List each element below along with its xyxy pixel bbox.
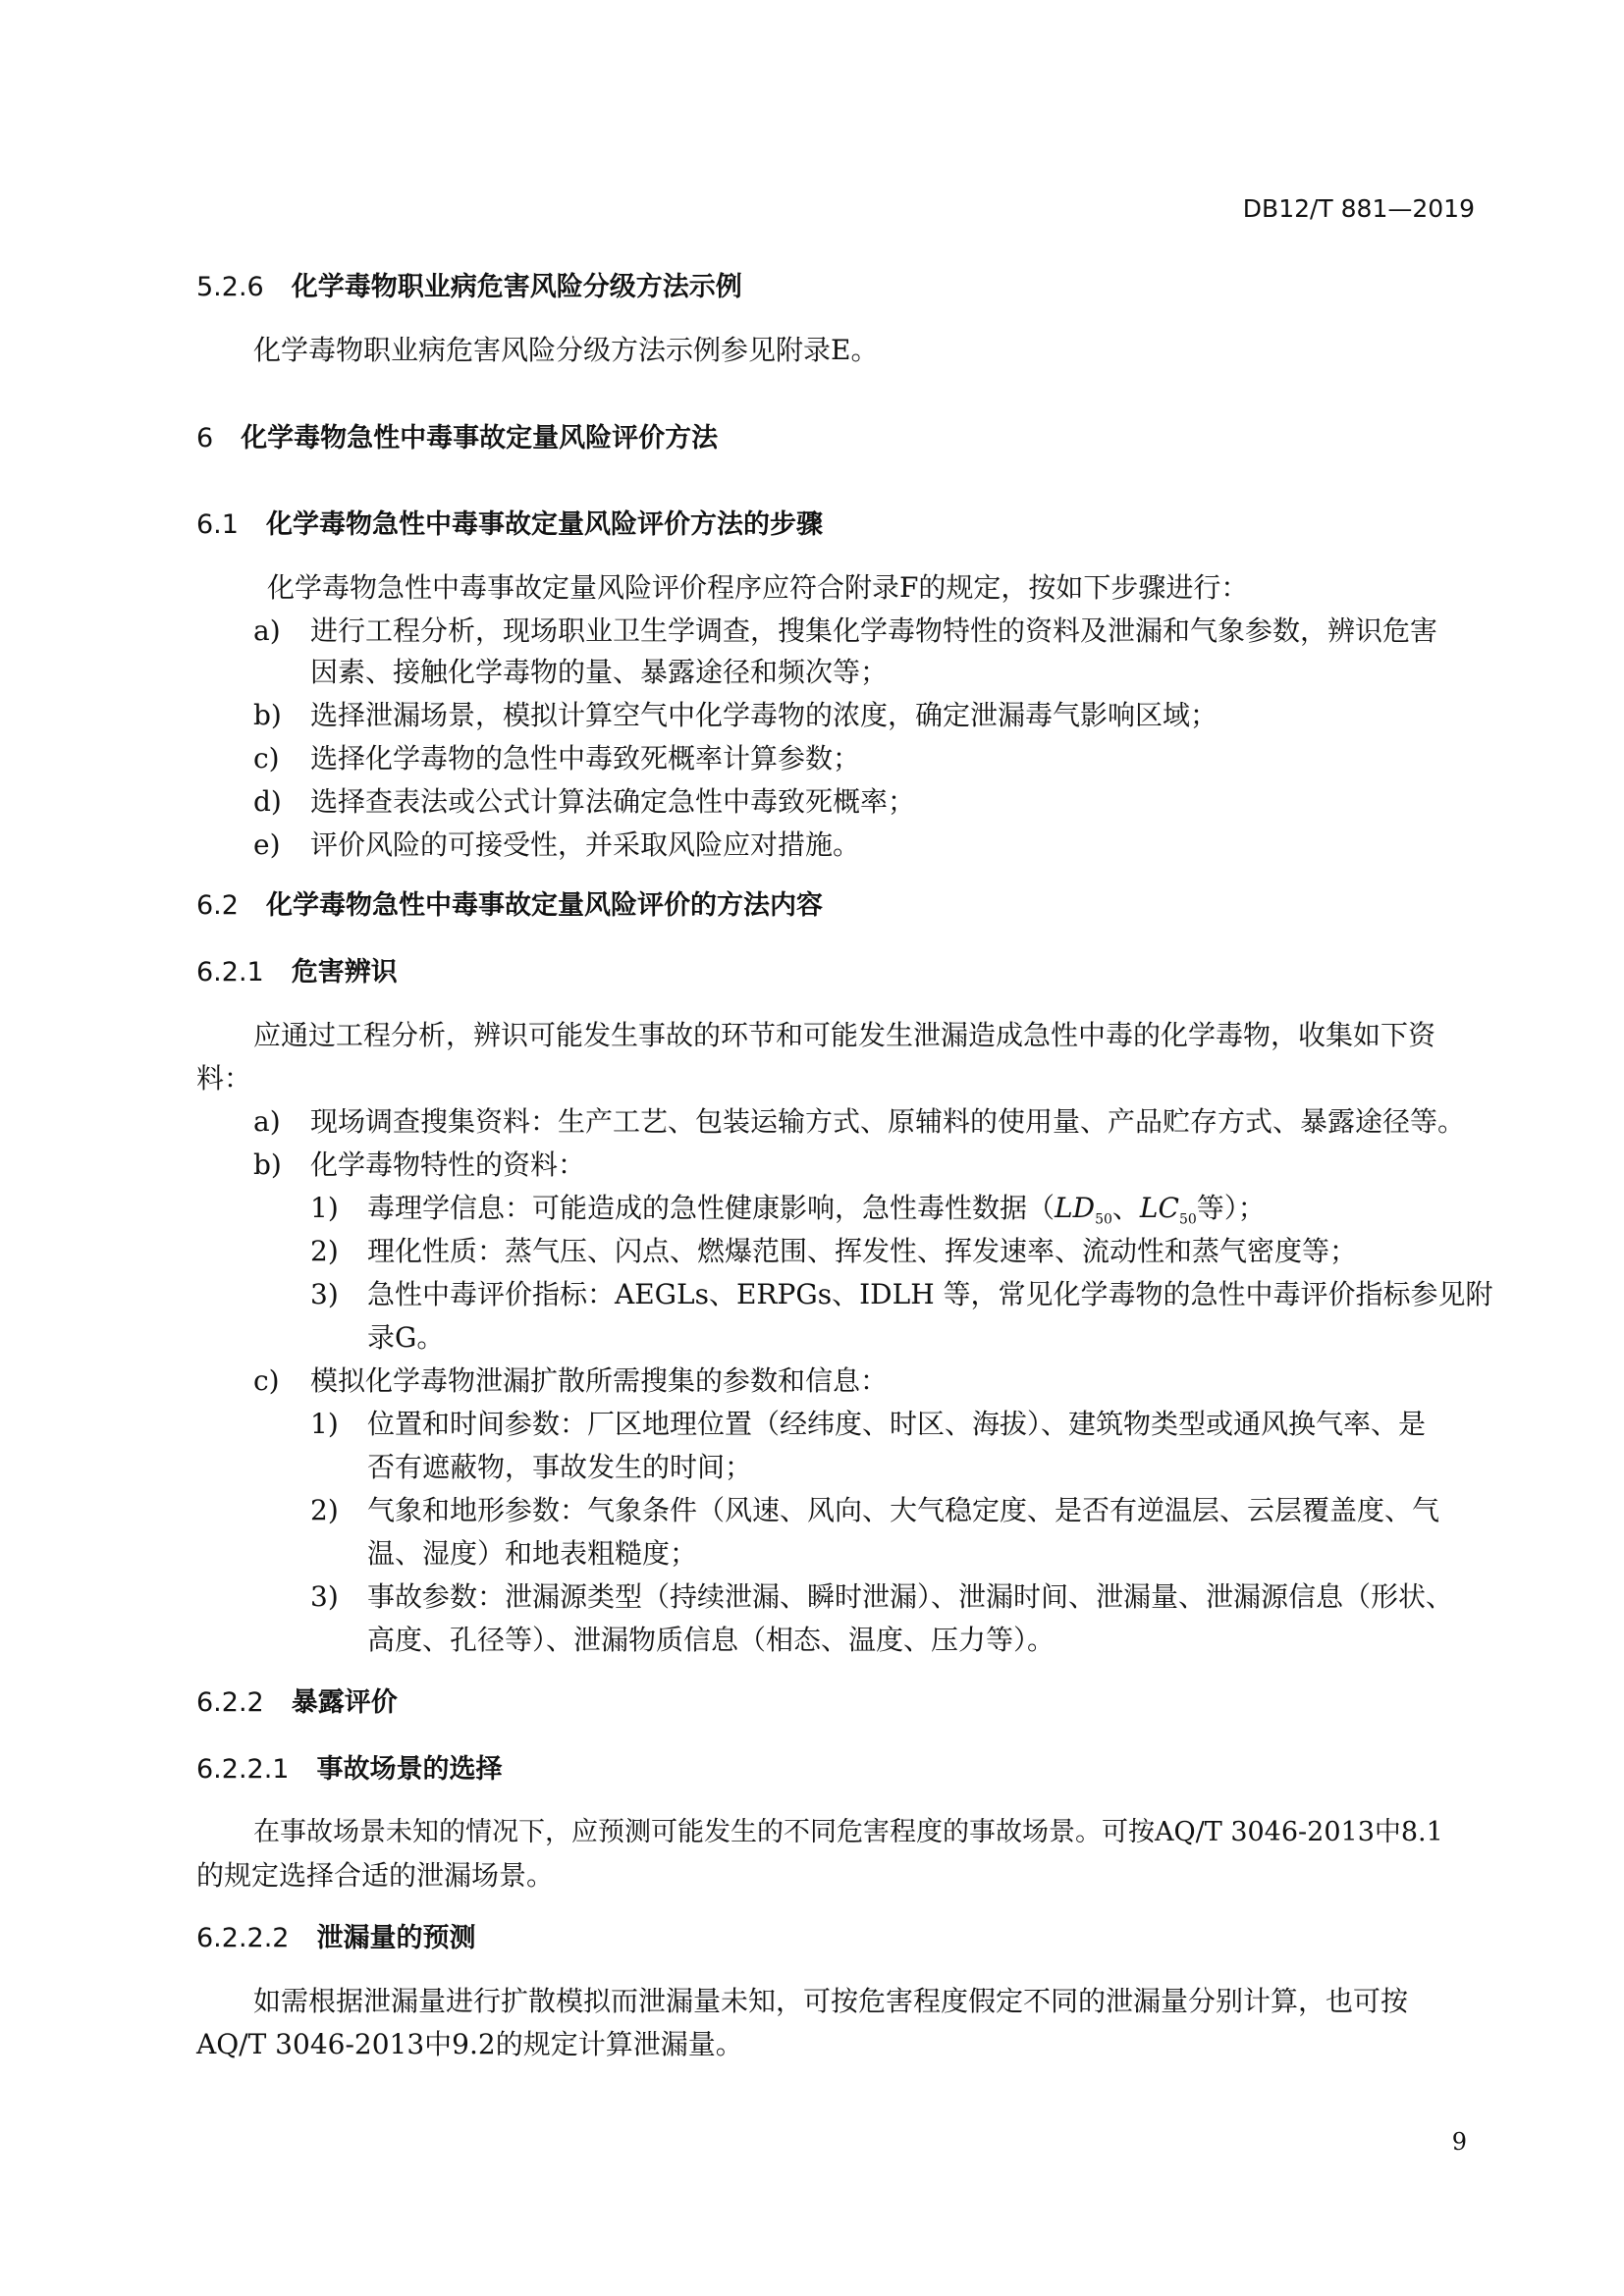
- sub-list-label: 1): [310, 1408, 339, 1440]
- list-label: d): [253, 785, 282, 818]
- ld-symbol: LD: [1055, 1192, 1096, 1224]
- lc-symbol: LC: [1139, 1192, 1179, 1224]
- sub-list-item: [310, 1408, 1426, 1441]
- sub-list-text: 毒理学信息：可能造成的急性健康影响，急性毒性数据（: [367, 1192, 1056, 1224]
- list-label: c): [253, 742, 280, 774]
- heading-6-2-2-2: [196, 1922, 475, 1955]
- section-title: 事故场景的选择: [316, 1754, 503, 1785]
- list-text: 选择泄漏场景，模拟计算空气中化学毒物的浓度，确定泄漏毒气影响区域；: [310, 699, 1218, 731]
- list-text: 选择查表法或公式计算法确定急性中毒致死概率；: [310, 785, 916, 818]
- heading-6-2: [196, 889, 823, 923]
- paragraph: 如需根据泄漏量进行扩散模拟而泄漏量未知，可按危害程度假定不同的泄漏量分别计算，也可按: [253, 1985, 1409, 2017]
- section-number: 6.2.2.2: [196, 1923, 290, 1953]
- section-number: 6: [196, 423, 214, 454]
- list-label: a): [253, 1105, 281, 1138]
- section-title: 暴露评价: [291, 1687, 398, 1718]
- section-number: 6.1: [196, 509, 239, 540]
- heading-5-2-6: [196, 271, 742, 304]
- sub-list-text: 急性中毒评价指标：AEGLs、ERPGs、IDLH 等，常见化学毒物的急性中毒评价指标参见附: [367, 1278, 1493, 1310]
- list-text: 化学毒物特性的资料：: [310, 1148, 586, 1181]
- sub-list-label: 3): [310, 1580, 339, 1613]
- section-title: 化学毒物急性中毒事故定量风险评价方法: [241, 423, 719, 454]
- lc-subscript: 50: [1178, 1211, 1197, 1228]
- paragraph-continued: 的规定选择合适的泄漏场景。: [196, 1859, 555, 1892]
- heading-6: [196, 422, 718, 455]
- list-item: [253, 1105, 1465, 1139]
- sub-list-item: [310, 1192, 1266, 1237]
- paragraph-continued: 料：: [196, 1062, 252, 1095]
- sub-list-label: 2): [310, 1235, 339, 1267]
- sub-list-text-continued: 温、湿度）和地表粗糙度；: [367, 1537, 698, 1570]
- section-number: 6.2.2.1: [196, 1754, 290, 1785]
- list-item: [253, 614, 1437, 648]
- section-number: 5.2.6: [196, 272, 264, 302]
- list-text-continued: 因素、接触化学毒物的量、暴露途径和频次等；: [310, 656, 889, 688]
- sub-list-text-end: 等）；: [1196, 1192, 1266, 1224]
- list-text: 现场调查搜集资料：生产工艺、包装运输方式、原辅料的使用量、产品贮存方式、暴露途径等。: [310, 1105, 1466, 1138]
- paragraph: 应通过工程分析，辨识可能发生事故的环节和可能发生泄漏造成急性中毒的化学毒物，收集如下资: [253, 1019, 1436, 1051]
- section-title: 泄漏量的预测: [316, 1923, 476, 1953]
- sub-list-label: 2): [310, 1494, 339, 1526]
- section-number: 6.2.1: [196, 957, 264, 988]
- list-text: 模拟化学毒物泄漏扩散所需搜集的参数和信息：: [310, 1364, 889, 1397]
- paragraph: 化学毒物职业病危害风险分级方法示例参见附录E。: [253, 334, 879, 366]
- list-item: [253, 1148, 585, 1182]
- sub-list-text: 位置和时间参数：厂区地理位置（经纬度、时区、海拔）、建筑物类型或通风换气率、是: [367, 1408, 1427, 1440]
- list-text: 评价风险的可接受性，并采取风险应对措施。: [310, 828, 861, 861]
- list-label: e): [253, 828, 281, 861]
- list-item: [253, 785, 915, 819]
- standard-number: DB12/T 881—2019: [1242, 194, 1475, 223]
- list-label: c): [253, 1364, 280, 1397]
- sub-list-text-continued: 否有遮蔽物，事故发生的时间；: [367, 1451, 753, 1483]
- list-item: [253, 699, 1218, 732]
- list-text: 选择化学毒物的急性中毒致死概率计算参数；: [310, 742, 861, 774]
- list-item: [253, 1364, 888, 1398]
- sub-list-text: 事故参数：泄漏源类型（持续泄漏、瞬时泄漏）、泄漏时间、泄漏量、泄漏源信息（形状、: [367, 1580, 1454, 1613]
- list-label: b): [253, 1148, 282, 1181]
- sub-list-item: [310, 1494, 1439, 1527]
- list-label: a): [253, 614, 281, 647]
- list-text: 进行工程分析，现场职业卫生学调查，搜集化学毒物特性的资料及泄漏和气象参数，辨识危害: [310, 614, 1438, 647]
- paragraph: 化学毒物急性中毒事故定量风险评价程序应符合附录F的规定，按如下步骤进行：: [267, 571, 1249, 604]
- paragraph: 在事故场景未知的情况下，应预测可能发生的不同危害程度的事故场景。可按AQ/T 3046-2013中8.1: [253, 1817, 1443, 1847]
- ld-subscript: 50: [1095, 1211, 1112, 1228]
- section-title: 化学毒物急性中毒事故定量风险评价的方法内容: [265, 890, 823, 921]
- heading-6-2-2-1: [196, 1753, 502, 1787]
- heading-6-2-1: [196, 956, 398, 989]
- sub-list-text-continued: 录G。: [367, 1321, 445, 1354]
- sub-list-item: [310, 1278, 1493, 1311]
- paragraph-continued: AQ/T 3046-2013中9.2的规定计算泄漏量。: [196, 2028, 743, 2060]
- section-number: 6.2.2: [196, 1687, 264, 1718]
- list-label: b): [253, 699, 282, 731]
- list-item: [253, 742, 860, 775]
- sub-list-item: [310, 1235, 1357, 1268]
- section-title: 危害辨识: [291, 957, 398, 988]
- sub-list-label: 3): [310, 1278, 339, 1310]
- page-number: 9: [1451, 2128, 1467, 2156]
- list-item: [253, 828, 860, 862]
- sub-list-text-continued: 高度、孔径等）、泄漏物质信息（相态、温度、压力等）。: [367, 1624, 1056, 1656]
- separator: 、: [1111, 1192, 1140, 1224]
- section-title: 化学毒物职业病危害风险分级方法示例: [291, 272, 742, 302]
- sub-list-item: [310, 1580, 1453, 1614]
- heading-6-2-2: [196, 1686, 398, 1720]
- section-title: 化学毒物急性中毒事故定量风险评价方法的步骤: [265, 509, 823, 540]
- section-number: 6.2: [196, 890, 239, 921]
- sub-list-text: 气象和地形参数：气象条件（风速、风向、大气稳定度、是否有逆温层、云层覆盖度、气: [367, 1494, 1440, 1526]
- sub-list-label: 1): [310, 1192, 339, 1224]
- heading-6-1: [196, 508, 823, 542]
- sub-list-text: 理化性质：蒸气压、闪点、燃爆范围、挥发性、挥发速率、流动性和蒸气密度等；: [367, 1235, 1358, 1267]
